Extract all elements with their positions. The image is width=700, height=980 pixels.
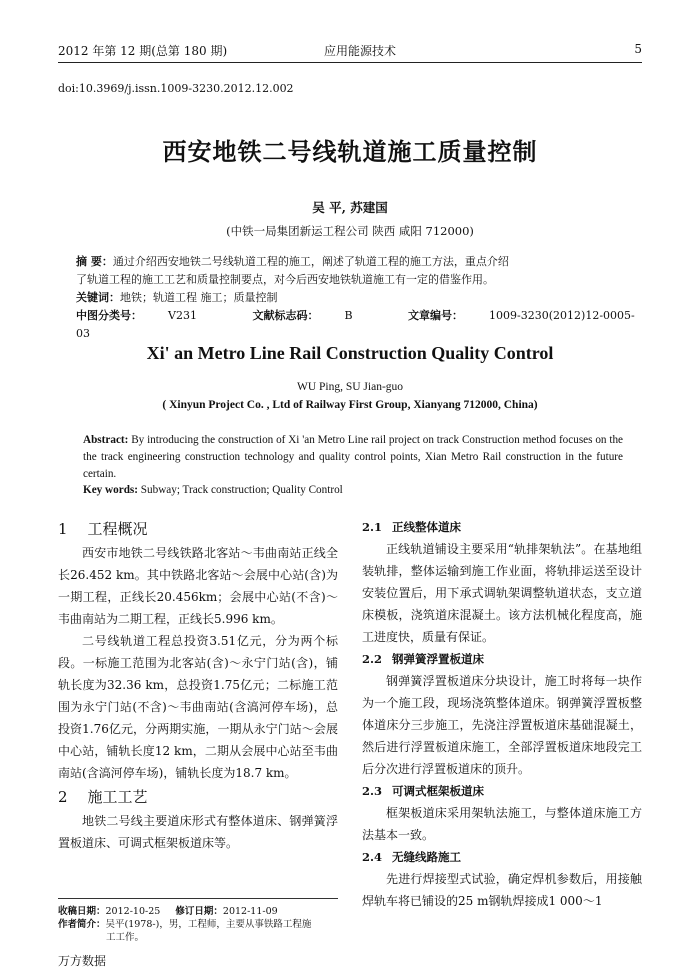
section-2-1-heading: 2.1 正线整体道床 (362, 520, 462, 534)
abstract-line-2: 了轨道工程的施工工艺和质量控制要点，对今后西安地铁轨道施工有一定的借鉴作用。 (76, 273, 494, 286)
section-1-para-2: 二号线轨道工程总投资3.51亿元，分为两个标段。一标施工范围为北客站(含)～永宁门站(含)，铺轨长度为32.36 km，总投资1.75亿元；二标施工范围为永宁门站(不含)～韦曲南站(含滈河停车场)，总投资1.76亿元，分两期实施，一期从永宁门站～会展中心站，铺轨长度12 km，二期从会展中心站至韦曲南站(含滈河停车场)，铺轨长度为18.7 km。 (58, 634, 338, 780)
section-2-3-para: 框架板道床采用架轨法施工，与整体道床施工方法基本一致。 (362, 806, 642, 842)
author-bio: 吴平(1978-)，男，工程师，主要从事铁路工程施 (105, 919, 312, 930)
english-abstract (83, 432, 623, 483)
authors: 吴 平, 苏建国 (312, 200, 388, 215)
section-1-para-1: 西安市地铁二号线铁路北客站～韦曲南站正线全长26.452 km。其中铁路北客站～会展中心站(含)为一期工程，正线长20.456km；会展中心站(不含)～韦曲南站为二期工程，正线长5.996 km。 (58, 546, 338, 626)
english-keywords (83, 484, 623, 496)
class-label: 中图分类号： (76, 309, 142, 322)
english-authors: WU Ping, SU Jian-guo (296, 381, 404, 393)
section-1-heading: 1 工程概况 (58, 520, 148, 538)
section-2-1-para: 正线轨道铺设主要采用“轨排架轨法”。在基地组装轨排，整体运输到施工作业面，将轨排运送至设计安装位置后，用下承式调轨架调整轨道状态，支立道床模板，浇筑道床混凝土。该方法机械化程度高，施工进度快，质量有保证。 (362, 542, 642, 644)
received-date: 2012-10-25 (105, 906, 161, 917)
section-2-2-heading: 2.2 钢弹簧浮置板道床 (362, 652, 485, 666)
article-no-label: 文章编号： (408, 309, 464, 322)
page-number: 5 (634, 42, 642, 56)
watermark: 万方数据 (58, 954, 107, 968)
keywords: 地铁；轨道工程 施工；质量控制 (120, 291, 278, 304)
running-header (58, 38, 642, 63)
paper-title: 西安地铁二号线轨道施工质量控制 (162, 137, 538, 166)
abstract-line-1: 通过介绍西安地铁二号线轨道工程的施工，阐述了轨道工程的施工方法，重点介绍 (112, 255, 509, 268)
right-column (362, 516, 642, 912)
section-2-3-heading: 2.3 可调式框架板道床 (362, 784, 485, 798)
english-keywords-label: Key words: (83, 484, 138, 496)
english-title: Xi' an Metro Line Rail Construction Quality Control (146, 343, 554, 363)
footnote: 收稿日期：2012-10-25 修订日期：2012-11-09 作者简介：吴平(1978-)，男，工程师，主要从事铁路工程施 工工作。 (58, 898, 338, 944)
section-2-2-para: 钢弹簧浮置板道床分块设计，施工时将每一块作为一个施工段，现场浇筑整体道床。钢弹簧浮置板整体道床分三步施工，先浇注浮置板道床基础混凝土，然后进行浮置板道床施工，全部浮置板道床地段完工后分次进行浮置板道床的顶升。 (362, 674, 642, 776)
doc-code-value: B (344, 309, 353, 322)
chinese-abstract (76, 253, 636, 343)
author-bio-cont: 工工作。 (106, 932, 145, 943)
article-no-value: 1009-3230(2012)12-0005-03 (76, 309, 635, 340)
section-2-4-heading: 2.4 无缝线路施工 (362, 850, 462, 864)
affiliation: (中铁一局集团新运工程公司 陕西 咸阳 712000) (226, 224, 474, 238)
section-2-heading: 2 施工工艺 (58, 788, 148, 806)
abstract-label: 摘 要： (76, 255, 113, 268)
keywords-label: 关键词： (76, 291, 120, 304)
left-column (58, 516, 338, 854)
english-abstract-text: By introducing the construction of Xi 'an Metro Line rail project on track Construction method focuses on the the track engineering construction technology and quality control points, Xian Metro Rail construction in the future certain. (83, 434, 623, 480)
journal-name: 应用能源技术 (324, 44, 397, 58)
section-2-para-1: 地铁二号线主要道床形式有整体道床、钢弹簧浮置板道床、可调式框架板道床等。 (58, 814, 338, 850)
english-abstract-label: Abstract: (83, 434, 129, 446)
doc-code-label: 文献标志码： (252, 309, 319, 322)
doi: doi:10.3969/j.issn.1009-3230.2012.12.002 (58, 82, 294, 95)
revised-date: 2012-11-09 (222, 906, 278, 917)
section-2-4-para: 先进行焊接型式试验，确定焊机参数后，用接触焊轨车将已铺设的25 m钢轨焊接成1 000～1 (362, 872, 642, 908)
english-keywords-text: Subway; Track construction; Quality Control (140, 484, 343, 496)
issue-info: 2012 年第 12 期(总第 180 期) (58, 44, 228, 58)
english-affiliation: ( Xinyun Project Co. , Ltd of Railway First Group, Xianyang 712000, China) (162, 399, 538, 411)
class-value: V231 (168, 309, 197, 322)
